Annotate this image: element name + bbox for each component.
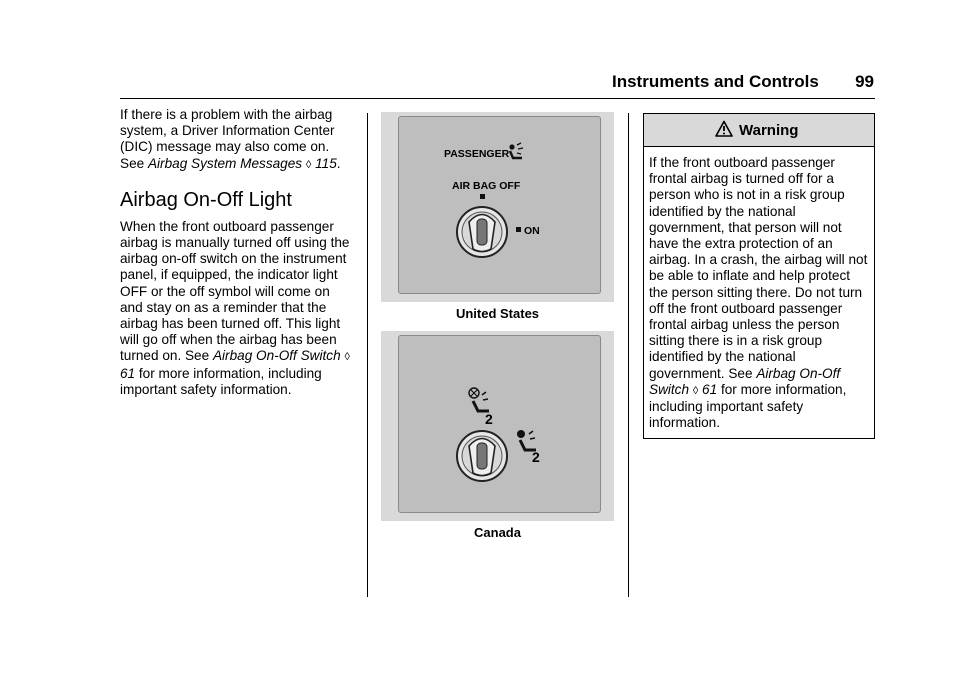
text-column — [120, 107, 355, 398]
warning-title: Warning — [739, 122, 799, 139]
warning-airbag-switch-link[interactable]: Airbag On-Off Switch — [649, 365, 841, 397]
page-header — [612, 72, 874, 94]
canada-switch-illustration — [381, 331, 614, 521]
key-switch[interactable] — [457, 207, 507, 257]
warning-page-ref-61[interactable]: 61 — [702, 381, 718, 397]
dic-text: If there is a problem with the airbag system, a Driver Information Center (DIC) message may also come on. See — [120, 107, 335, 171]
dic-paragraph — [120, 107, 355, 173]
airbag-on-off-light-heading: Airbag On-Off Light — [120, 188, 292, 211]
airbag-light-paragraph — [120, 219, 355, 398]
us-caption: United States — [455, 306, 540, 321]
canada-caption: Canada — [474, 525, 521, 540]
header-rule — [120, 98, 875, 99]
warning-body — [644, 147, 874, 431]
key-switch-canada[interactable] — [457, 431, 507, 481]
airbag-light-text-end: for more information, including important safety information. — [120, 365, 322, 397]
column-divider-left — [367, 113, 368, 597]
page-ref-115[interactable]: 115 — [315, 155, 337, 171]
canada-switch-figure — [381, 331, 614, 521]
us-switch-illustration — [381, 112, 614, 302]
on-label: ON — [524, 225, 540, 237]
page-number: 99 — [855, 72, 874, 91]
off-symbol-number: 2 — [485, 411, 493, 427]
page-ref-icon: ◊ — [344, 351, 350, 364]
passenger-airbag-icon — [509, 143, 523, 158]
page-ref-icon: ◊ — [305, 158, 312, 171]
page-ref-icon: ◊ — [692, 384, 699, 397]
warning-triangle-icon — [715, 120, 733, 138]
airbag-on-symbol-icon — [517, 430, 536, 450]
period: . — [336, 155, 341, 171]
us-switch-figure — [381, 112, 614, 302]
passenger-label: PASSENGER — [444, 148, 510, 160]
airbag-off-label: AIR BAG OFF — [452, 180, 521, 192]
column-divider-right — [628, 113, 629, 597]
warning-box — [643, 113, 875, 439]
page-ref-61[interactable]: 61 — [120, 365, 136, 381]
section-title: Instruments and Controls — [612, 72, 819, 91]
warning-title-bar — [644, 114, 874, 147]
on-indicator-light — [516, 227, 521, 232]
warning-text: If the front outboard passenger frontal airbag is turned off for a person who is not in a risk group identified by the national government, that person will not have the extra protection of an airbag. In a crash, the airbag will not be able to inflate and help protect the person sitting there. Do not turn off the front outboard passenger frontal airbag unless the person sitting there is in a risk group identified by the national government. See — [649, 155, 868, 381]
airbag-light-text: When the front outboard passenger airbag is manually turned off using the airbag on-off switch on the instrument panel, if equipped, the indicator light OFF or the off symbol will come on and stay on as a reminder that the airbag has been turned off. This light will go off when the airbag has been turned on. See — [120, 218, 350, 364]
off-indicator-light — [480, 194, 485, 199]
airbag-system-messages-link[interactable]: Airbag System Messages — [147, 155, 303, 171]
on-symbol-number: 2 — [532, 449, 540, 465]
airbag-on-off-switch-link[interactable]: Airbag On-Off Switch — [212, 348, 341, 364]
airbag-off-symbol-icon — [469, 388, 489, 411]
warning-text-end: for more information, including important safety information. — [649, 381, 847, 431]
